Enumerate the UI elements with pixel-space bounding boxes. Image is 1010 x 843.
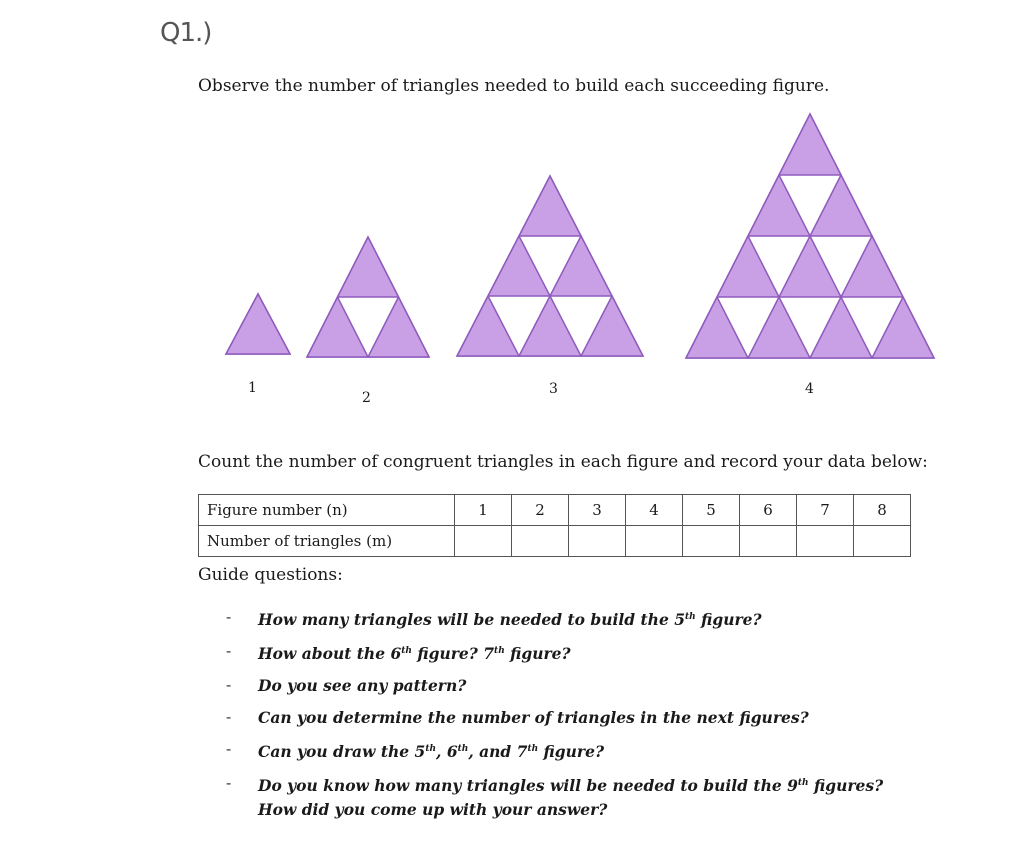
question-number: Q1.) — [160, 18, 212, 48]
guide-question: - Can you determine the number of triangles in the next figures? — [226, 708, 809, 728]
row-header-figure-number: Figure number (n) — [199, 495, 455, 526]
figure-number-cell: 7 — [797, 495, 854, 526]
row-header-number-of-triangles: Number of triangles (m) — [199, 526, 455, 557]
answer-cell[interactable] — [854, 526, 911, 557]
figure-number-cell: 1 — [455, 495, 512, 526]
instruction-text: Observe the number of triangles needed to build each succeeding figure. — [198, 76, 830, 96]
figure-number-cell: 6 — [740, 495, 797, 526]
purple-triangle — [338, 237, 399, 297]
answer-cell[interactable] — [512, 526, 569, 557]
figure-label-4: 4 — [805, 381, 814, 397]
purple-triangle — [519, 176, 581, 236]
table-instruction: Count the number of congruent triangles in each figure and record your data below: — [198, 452, 928, 472]
purple-triangle — [226, 294, 290, 354]
answer-cell[interactable] — [740, 526, 797, 557]
data-table — [198, 494, 911, 557]
purple-triangle — [779, 114, 841, 175]
answer-cell[interactable] — [626, 526, 683, 557]
dash-marker: - — [226, 740, 232, 759]
dash-marker: - — [226, 774, 232, 793]
answer-cell[interactable] — [683, 526, 740, 557]
guide-question: - Do you know how many triangles will be needed to build the 9th figures? How did you come up with your answer? — [226, 774, 884, 819]
figure-number-cell: 5 — [683, 495, 740, 526]
figure-number-cell: 4 — [626, 495, 683, 526]
figure-number-cell: 2 — [512, 495, 569, 526]
answer-cell[interactable] — [797, 526, 854, 557]
table-row-figure-number — [199, 495, 911, 526]
table-row-number-of-triangles — [199, 526, 911, 557]
figure-label-1: 1 — [248, 380, 257, 396]
guide-question: - How about the 6th figure? 7th figure? — [226, 642, 571, 664]
figure-label-3: 3 — [549, 381, 558, 397]
dash-marker: - — [226, 708, 232, 727]
figure-label-2: 2 — [362, 390, 371, 406]
figure-number-cell: 3 — [569, 495, 626, 526]
guide-question: - How many triangles will be needed to build the 5th figure? — [226, 608, 762, 630]
figure-number-cell: 8 — [854, 495, 911, 526]
guide-questions-list — [222, 606, 922, 830]
dash-marker: - — [226, 676, 232, 695]
guide-question: - Can you draw the 5th, 6th, and 7th figure? — [226, 740, 605, 762]
dash-marker: - — [226, 608, 232, 626]
answer-cell[interactable] — [569, 526, 626, 557]
guide-questions-heading: Guide questions: — [198, 565, 343, 585]
answer-cell[interactable] — [455, 526, 512, 557]
triangle-figures — [0, 100, 1010, 420]
dash-marker: - — [226, 642, 232, 661]
guide-question: - Do you see any pattern? — [226, 676, 467, 696]
